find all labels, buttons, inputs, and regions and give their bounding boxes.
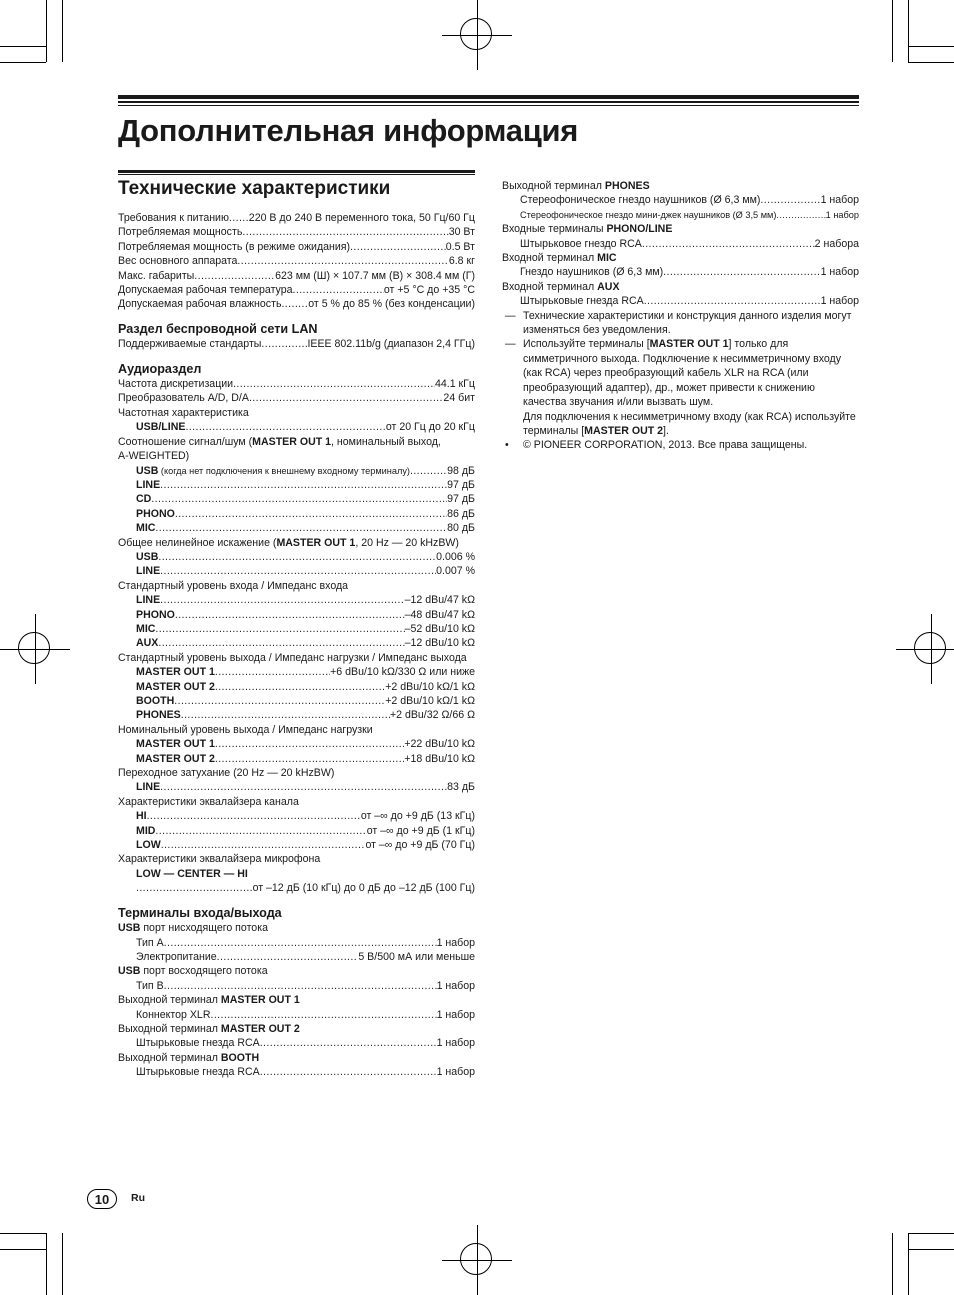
spec-label: Требования к питанию [118, 212, 229, 224]
spec-row: LINE ..... 83 дБ [118, 780, 475, 794]
spec-label: Потребляемая мощность (в режиме ожидания) [118, 240, 351, 253]
crop-mark [892, 1233, 893, 1295]
spec-group-title: A-WEIGHTED) [118, 450, 190, 463]
spec-value: IEEE 802.11b/g (диапазон 2,4 ГГц) [307, 338, 475, 351]
spec-group-title: Частотная характеристика [118, 406, 249, 419]
spec-value: 623 мм (Ш) × 107.7 мм (В) × 308.4 мм (Г) [275, 269, 475, 282]
spec-group-title: Характеристики эквалайзера канала [118, 795, 299, 808]
spec-row: Штырьковые гнезда RCA ..... 1 набор [118, 1036, 475, 1050]
spec-group-title: USB порт нисходящего потока [118, 922, 268, 935]
spec-value: 220 В до 240 В переменного тока, 50 Гц/60 Гц [248, 212, 475, 224]
crop-mark [908, 0, 909, 62]
spec-row: Гнездо наушников (Ø 6,3 мм) ..... 1 набор [502, 265, 859, 279]
dash-icon: — [505, 309, 516, 322]
spec-group-title: Выходной терминал BOOTH [118, 1051, 260, 1064]
bullet-icon: • [505, 439, 509, 452]
spec-row: BOOTH ..... +2 dBu/10 kΩ/1 kΩ [118, 694, 475, 708]
spec-row: PHONO ..... –48 dBu/47 kΩ [118, 608, 475, 622]
spec-row: PHONES ..... +2 dBu/32 Ω/66 Ω [118, 708, 475, 722]
spec-row: MASTER OUT 1 ..... +22 dBu/10 kΩ [118, 737, 475, 751]
spec-value: 0.5 Вт [445, 240, 475, 253]
crop-mark [908, 1249, 954, 1250]
spec-group-title: Выходной терминал MASTER OUT 2 [118, 1022, 300, 1035]
spec-row [118, 240, 475, 254]
spec-label: Потребляемая мощность [118, 226, 243, 239]
spec-row [118, 211, 475, 225]
spec-row: Штырьковое гнездо RCA ..... 2 набора [502, 237, 859, 251]
crop-mark [0, 46, 46, 47]
crop-mark [908, 1233, 909, 1295]
spec-row: Стереофоническое гнездо наушников (Ø 6,3 мм) ..... 1 набор [502, 193, 859, 207]
spec-group-title: Входные терминалы PHONO/LINE [502, 223, 673, 236]
crop-mark [62, 1233, 63, 1295]
spec-value: 44.1 кГц [434, 378, 475, 391]
registration-mark [442, 1225, 512, 1295]
spec-row: MIC ..... 80 дБ [118, 521, 475, 535]
spec-group-title: Характеристики эквалайзера микрофона [118, 853, 321, 866]
spec-row: LINE ..... 0.007 % [118, 564, 475, 578]
section-rule [118, 170, 475, 173]
spec-label: Допускаемая рабочая температура [118, 284, 293, 297]
page-title: Дополнительная информация [118, 113, 579, 148]
spec-row [118, 377, 475, 391]
spec-row [118, 337, 475, 351]
spec-row: LINE ..... –12 dBu/47 kΩ [118, 593, 475, 607]
spec-row [118, 254, 475, 268]
spec-row: Коннектор XLR ..... 1 набор [118, 1008, 475, 1022]
registration-mark [442, 0, 512, 70]
spec-row: MID ..... от –∞ до +9 дБ (1 кГц) [118, 824, 475, 838]
spec-label: USB/LINE [136, 421, 186, 434]
spec-label: LOW — CENTER — HI [136, 867, 248, 880]
spec-group-title: Номинальный уровень выхода / Импеданс нагрузки [118, 723, 373, 736]
crop-mark [908, 46, 954, 47]
crop-mark [0, 1233, 46, 1234]
spec-row: LINE ..... 97 дБ [118, 478, 475, 492]
spec-row: USB (когда нет подключения к внешнему входному терминалу) ..... 98 дБ [118, 464, 475, 478]
spec-value: от 5 % до 85 % (без конденсации) [308, 298, 475, 311]
crop-mark [62, 0, 63, 62]
left-column [118, 211, 475, 1080]
spec-label: Частота дискретизации [118, 378, 234, 391]
general-specs [118, 211, 475, 312]
dash-icon: — [505, 338, 516, 351]
io-heading: Терминалы входа/выхода [118, 905, 282, 920]
spec-group-title: Стандартный уровень входа / Импеданс входа [118, 579, 349, 592]
spec-row [118, 420, 475, 434]
registration-mark [0, 614, 70, 684]
spec-row: Штырьковые гнезда RCA ..... 1 набор [118, 1065, 475, 1079]
spec-group-title: Выходной терминал MASTER OUT 1 [118, 994, 300, 1007]
spec-group-title: USB порт восходящего потока [118, 965, 268, 978]
section-rule [118, 174, 475, 175]
spec-row: LOW ..... от –∞ до +9 дБ (70 Гц) [118, 838, 475, 852]
spec-label: Допускаемая рабочая влажность [118, 298, 282, 311]
spec-value: 30 Вт [448, 226, 475, 239]
page-number: 10 [87, 1189, 117, 1209]
header-rule [118, 105, 859, 106]
crop-mark [892, 0, 893, 62]
spec-value: от 20 Гц до 20 кГц [385, 421, 475, 434]
crop-mark [46, 1233, 47, 1295]
spec-label: Поддерживаемые стандарты [118, 338, 262, 351]
spec-row [118, 297, 475, 311]
spec-row: ..... от –12 дБ (10 кГц) до 0 дБ до –12 дБ (100 Гц) [118, 881, 475, 895]
spec-value: 98 дБ [447, 464, 475, 477]
spec-row [118, 269, 475, 283]
registration-mark [896, 614, 954, 684]
audio-heading: Аудиораздел [118, 361, 202, 376]
spec-group-title: Соотношение сигнал/шум (MASTER OUT 1, номинальный выход, [118, 435, 441, 448]
spec-row: AUX ..... –12 dBu/10 kΩ [118, 636, 475, 650]
spec-row: MASTER OUT 2 ..... +18 dBu/10 kΩ [118, 752, 475, 766]
spec-row [118, 225, 475, 239]
spec-group-title: Переходное затухание (20 Hz — 20 kHzBW) [118, 767, 335, 780]
crop-mark [908, 1233, 954, 1234]
note-item: • © PIONEER CORPORATION, 2013. Все права защищены. [502, 438, 859, 452]
spec-row: PHONO ..... 86 дБ [118, 507, 475, 521]
spec-group-title: Входной терминал MIC [502, 252, 617, 265]
spec-row: Тип B ..... 1 набор [118, 979, 475, 993]
spec-row [118, 283, 475, 297]
crop-mark [0, 62, 46, 63]
spec-row: USB ..... 0.006 % [118, 550, 475, 564]
spec-row: Штырьковые гнезда RCA ..... 1 набор [502, 294, 859, 308]
spec-value: 24 бит [443, 392, 475, 405]
note-item: — Технические характеристики и конструкция данного изделия могут изменяться без уведомления. [502, 309, 859, 338]
right-column [502, 179, 859, 453]
spec-label: Преобразователь A/D, D/A [118, 392, 249, 405]
crop-mark [908, 62, 954, 63]
spec-row: MASTER OUT 1 ..... +6 dBu/10 kΩ/330 Ω или ниже [118, 665, 475, 679]
spec-row [118, 391, 475, 405]
spec-group-title: Стандартный уровень выхода / Импеданс нагрузки / Импеданс выхода [118, 651, 467, 664]
spec-group-title: Общее нелинейное искажение (MASTER OUT 1, 20 Hz — 20 kHzBW) [118, 536, 459, 549]
section-title: Технические характеристики [118, 178, 391, 199]
spec-group-title: Выходной терминал PHONES [502, 180, 650, 192]
crop-mark [46, 0, 47, 62]
spec-label: Вес основного аппарата [118, 255, 238, 268]
spec-value: 6.8 кг [448, 255, 475, 268]
spec-row: Тип A ..... 1 набор [118, 936, 475, 950]
crop-mark [0, 1249, 46, 1250]
language-label: Ru [131, 1192, 145, 1204]
header-rule [118, 101, 859, 103]
spec-row: Стереофоническое гнездо мини-джек наушников (Ø 3,5 мм) ..... 1 набор [502, 208, 859, 222]
spec-label: Макс. габариты [118, 269, 195, 282]
spec-row: CD ..... 97 дБ [118, 492, 475, 506]
spec-row: MASTER OUT 2 ..... +2 dBu/10 kΩ/1 kΩ [118, 680, 475, 694]
lan-heading: Раздел беспроводной сети LAN [118, 321, 318, 336]
spec-row: Электропитание ..... 5 В/500 мА или меньше [118, 950, 475, 964]
spec-value: от +5 °C до +35 °C [383, 284, 475, 297]
note-item: — Используйте терминалы [MASTER OUT 1] только для симметричного выхода. Подключение к несимметричному входу (как RCA) через преобразующий кабель XLR на RCA (или преобразующий адаптер), др., может привести к снижению качества звучания и/или вызвать шум. Для подключения к несимметричному входу (как RCA) используйте терминалы [MASTER OUT 2]. [502, 337, 859, 438]
spec-row: MIC ..... –52 dBu/10 kΩ [118, 622, 475, 636]
spec-row: HI ..... от –∞ до +9 дБ (13 кГц) [118, 809, 475, 823]
spec-group-title: Входной терминал AUX [502, 280, 620, 293]
header-rule [118, 95, 859, 99]
